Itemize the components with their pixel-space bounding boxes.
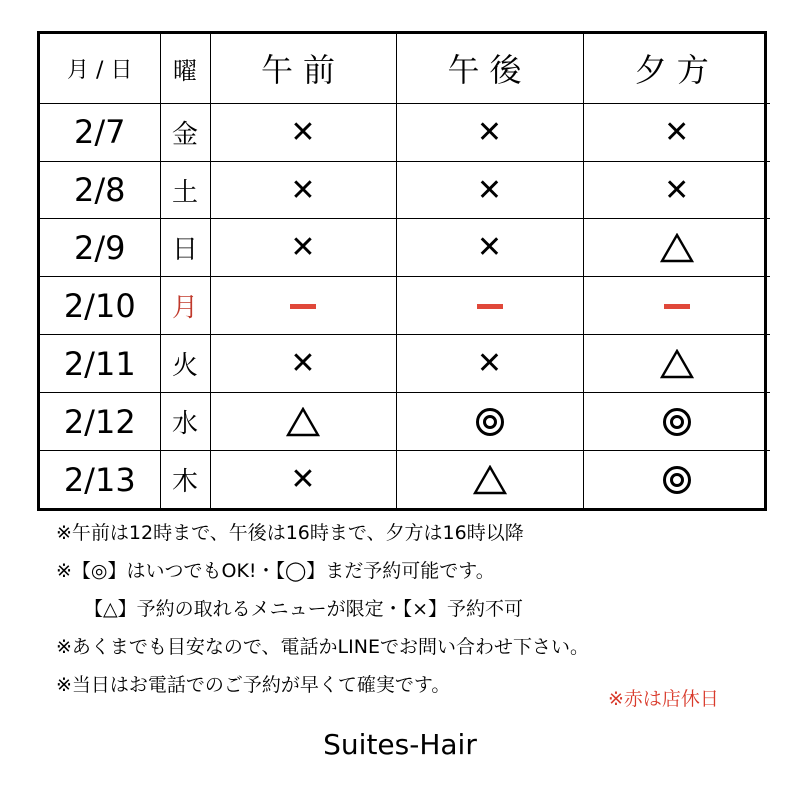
evening-availability-cell bbox=[583, 161, 770, 219]
unavailable-x-icon: ✕ bbox=[664, 172, 690, 208]
date-cell: 2/12 bbox=[40, 393, 160, 451]
table-row bbox=[40, 451, 770, 508]
evening-availability-cell bbox=[583, 451, 770, 508]
unavailable-x-icon: ✕ bbox=[664, 114, 690, 150]
morning-availability-cell bbox=[210, 219, 396, 277]
date-cell: 2/8 bbox=[40, 161, 160, 219]
header-row bbox=[40, 34, 770, 103]
available-double-circle-icon bbox=[662, 407, 692, 437]
note-contact: ※あくまでも目安なので、電話かLINEでお問い合わせ下さい。 bbox=[56, 636, 589, 658]
note-time-definition: ※午前は12時まで、午後は16時まで、夕方は16時以降 bbox=[56, 522, 524, 544]
date-cell: 2/10 bbox=[40, 277, 160, 335]
table-row bbox=[40, 161, 770, 219]
morning-availability-cell bbox=[210, 277, 396, 335]
brand-name: Suites-Hair bbox=[323, 728, 477, 761]
date-cell: 2/9 bbox=[40, 219, 160, 277]
morning-availability-cell bbox=[210, 393, 396, 451]
table-row bbox=[40, 335, 770, 393]
table-row bbox=[40, 219, 770, 277]
afternoon-availability-cell bbox=[396, 277, 583, 335]
header-evening: 夕方 bbox=[583, 34, 770, 103]
morning-availability-cell bbox=[210, 451, 396, 508]
closed-day-note: ※赤は店休日 bbox=[608, 688, 719, 710]
header-morning: 午前 bbox=[210, 34, 396, 103]
schedule-table bbox=[40, 34, 770, 508]
limited-triangle-icon bbox=[473, 465, 507, 495]
unavailable-x-icon: ✕ bbox=[290, 346, 316, 382]
weekday-cell: 水 bbox=[160, 393, 210, 451]
afternoon-availability-cell bbox=[396, 103, 583, 161]
limited-triangle-icon bbox=[660, 233, 694, 263]
unavailable-x-icon: ✕ bbox=[290, 172, 316, 208]
afternoon-availability-cell bbox=[396, 161, 583, 219]
afternoon-availability-cell bbox=[396, 451, 583, 508]
header-afternoon: 午後 bbox=[396, 34, 583, 103]
limited-triangle-icon bbox=[286, 407, 320, 437]
unavailable-x-icon: ✕ bbox=[476, 346, 503, 382]
header-day: 曜 bbox=[160, 34, 210, 103]
available-double-circle-icon bbox=[475, 407, 505, 437]
evening-availability-cell bbox=[583, 277, 770, 335]
table-row bbox=[40, 103, 770, 161]
weekday-cell: 火 bbox=[160, 335, 210, 393]
closed-dash-icon bbox=[290, 304, 316, 309]
date-cell: 2/13 bbox=[40, 451, 160, 508]
evening-availability-cell bbox=[583, 103, 770, 161]
closed-dash-icon bbox=[664, 304, 690, 309]
date-cell: 2/7 bbox=[40, 103, 160, 161]
weekday-cell: 木 bbox=[160, 451, 210, 508]
afternoon-availability-cell bbox=[396, 393, 583, 451]
date-cell: 2/11 bbox=[40, 335, 160, 393]
unavailable-x-icon: ✕ bbox=[476, 172, 503, 208]
available-double-circle-icon bbox=[662, 465, 692, 495]
header-date: 月 / 日 bbox=[40, 34, 160, 103]
morning-availability-cell bbox=[210, 335, 396, 393]
closed-dash-icon bbox=[477, 304, 503, 309]
weekday-cell: 月 bbox=[160, 277, 210, 335]
weekday-cell: 金 bbox=[160, 103, 210, 161]
table-row bbox=[40, 393, 770, 451]
weekday-cell: 日 bbox=[160, 219, 210, 277]
afternoon-availability-cell bbox=[396, 335, 583, 393]
unavailable-x-icon: ✕ bbox=[476, 114, 503, 150]
note-symbol-limited: 【△】予約の取れるメニューが限定・【×】予約不可 bbox=[84, 598, 524, 620]
limited-triangle-icon bbox=[660, 349, 694, 379]
unavailable-x-icon: ✕ bbox=[290, 114, 316, 150]
evening-availability-cell bbox=[583, 219, 770, 277]
schedule-table-frame bbox=[37, 31, 767, 511]
weekday-cell: 土 bbox=[160, 161, 210, 219]
note-symbol-ok: ※【◎】はいつでもOK!・【◯】まだ予約可能です。 bbox=[56, 560, 495, 582]
note-same-day: ※当日はお電話でのご予約が早くて確実です。 bbox=[56, 674, 451, 696]
evening-availability-cell bbox=[583, 393, 770, 451]
evening-availability-cell bbox=[583, 335, 770, 393]
notes bbox=[56, 514, 776, 704]
morning-availability-cell bbox=[210, 161, 396, 219]
morning-availability-cell bbox=[210, 103, 396, 161]
table-row bbox=[40, 277, 770, 335]
afternoon-availability-cell bbox=[396, 219, 583, 277]
unavailable-x-icon: ✕ bbox=[476, 230, 503, 266]
unavailable-x-icon: ✕ bbox=[290, 462, 316, 498]
unavailable-x-icon: ✕ bbox=[290, 230, 316, 266]
